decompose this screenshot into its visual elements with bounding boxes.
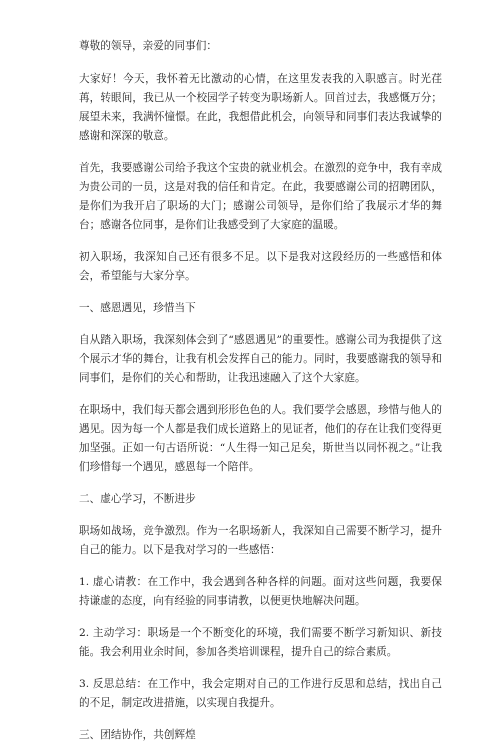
- section-2-heading: 二、虚心学习，不断进步: [79, 493, 196, 505]
- section-3-heading: 三、团结协作，共创辉煌: [79, 729, 196, 741]
- section-2-item-1: 1. 虚心请教：在工作中，我会遇到各种各样的问题。面对这些问题，我要保持谦虚的态度，向有经验的同事请教，以便更快地解决问题。: [79, 576, 442, 607]
- intro-paragraph-1: 大家好！今天，我怀着无比激动的心情，在这里发表我的入职感言。时光荏苒，转眼间，我已从一个校园学子转变为职场新人。回首过去，我感慨万分；展望未来，我满怀憧憬。在此，我想借此机会，向领导和同事们表达我诚挚的感谢和深深的敬意。: [79, 73, 442, 142]
- intro-paragraph-2: 首先，我要感谢公司给予我这个宝贵的就业机会。在激烈的竞争中，我有幸成为贵公司的一员，这是对我的信任和肯定。在此，我要感谢公司的招聘团队，是你们为我开启了职场的大门；感谢公司领导，是你们给了我展示才华的舞台；感谢各位同事，是你们让我感受到了大家庭的温暖。: [79, 162, 442, 231]
- section-1-paragraph-1: 自从踏入职场，我深刻体会到了“感恩遇见”的重要性。感谢公司为我提供了这个展示才华的舞台，让我有机会发挥自己的能力。同时，我要感谢我的领导和同事们，是你们的关心和帮助，让我迅速融入了这个大家庭。: [79, 334, 442, 384]
- section-1-heading: 一、感恩遇见，珍惜当下: [79, 302, 196, 314]
- section-1-paragraph-2: 在职场中，我们每天都会遇到形形色色的人。我们要学会感恩，珍惜与他人的遇见。因为每一个人都是我们成长道路上的见证者，他们的存在让我们变得更加坚强。正如一句古语所说：“人生得一知己足矣，斯世当以同怀视之。”让我们珍惜每一个遇见，感恩每一个陪伴。: [79, 404, 442, 473]
- section-2-item-2: 2. 主动学习：职场是一个不断变化的环境，我们需要不断学习新知识、新技能。我会利用业余时间，参加各类培训课程，提升自己的综合素质。: [79, 627, 442, 658]
- greeting: 尊敬的领导，亲爱的同事们：: [79, 40, 217, 52]
- section-2-item-3: 3. 反思总结：在工作中，我会定期对自己的工作进行反思和总结，找出自己的不足，制定改进措施，以实现自我提升。: [79, 678, 442, 709]
- section-2-intro: 职场如战场，竞争激烈。作为一名职场新人，我深知自己需要不断学习，提升自己的能力。以下是我对学习的一些感悟：: [79, 525, 442, 556]
- intro-paragraph-3: 初入职场，我深知自己还有很多不足。以下是我对这段经历的一些感悟和体会，希望能与大家分享。: [79, 251, 442, 282]
